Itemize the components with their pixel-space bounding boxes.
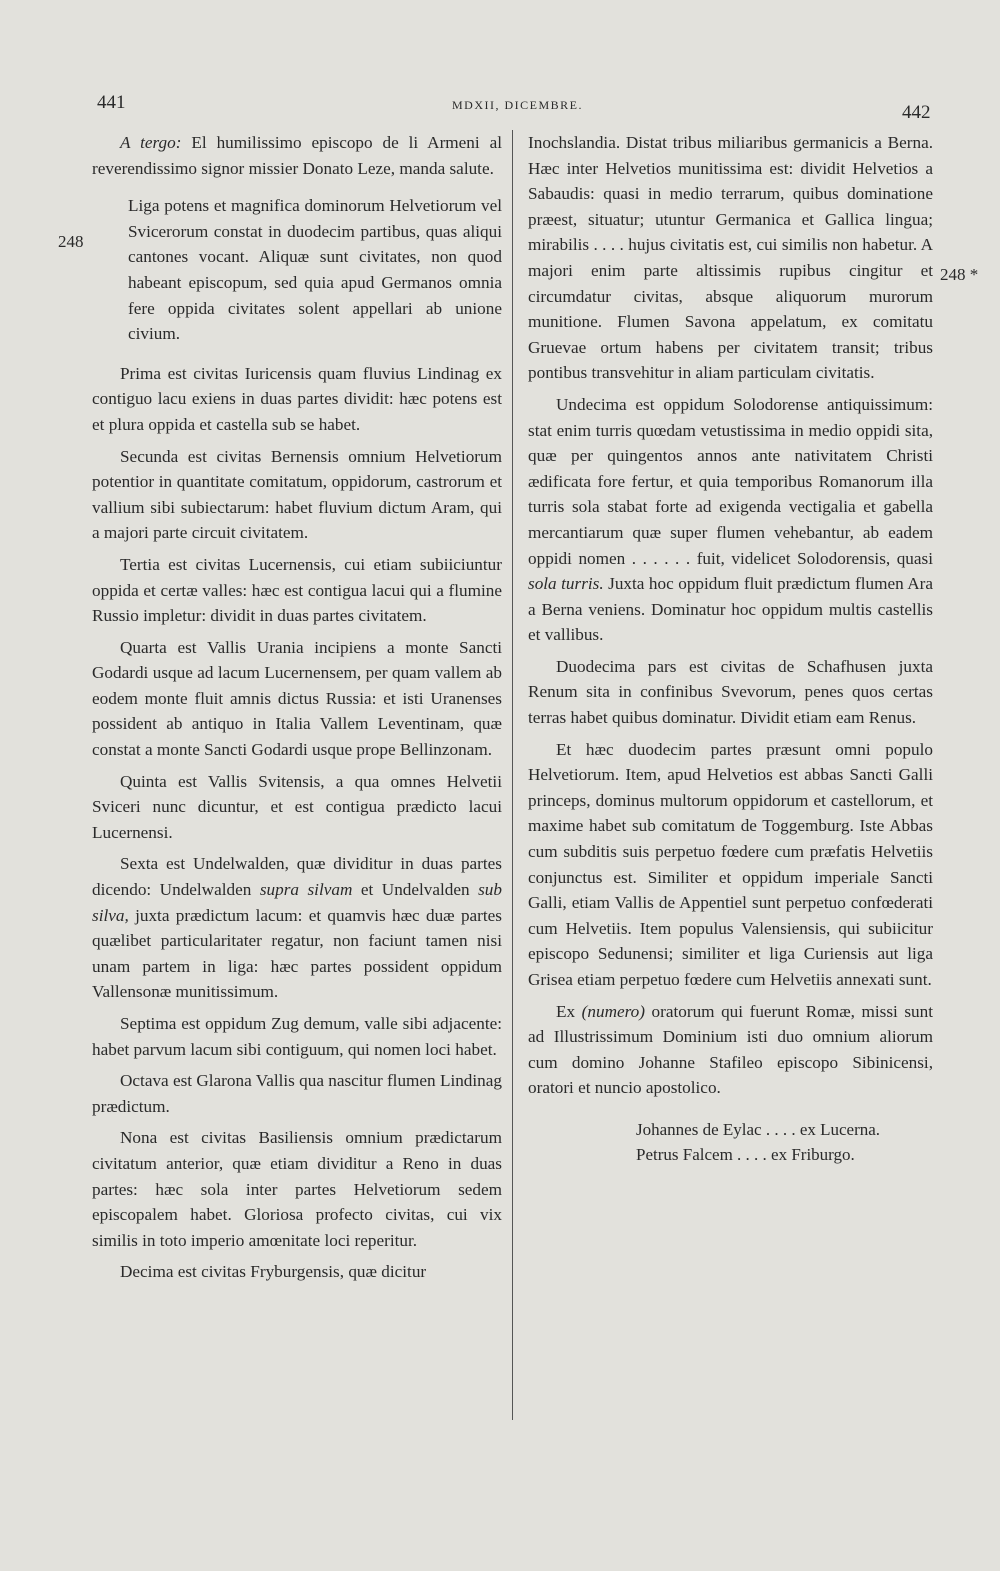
paragraph-text: Sexta est Undelwalden, quæ dividitur in duas partes dicendo: Undelwalden — [92, 854, 502, 900]
paragraph — [92, 851, 502, 1005]
paragraph: Et hæc duodecim partes præsunt omni populo Helvetiorum. Item, apud Helvetios est abbas Sancti Galli princeps, dominus multorum oppidorum et castellorum, et maxime habet sub comitatum de Toggemburg. Iste Abbas cum subditis suis perpetuo fœdere cum præfatis Helvetiis conjunctus est. Similiter et oppidum imperiale Sancti Galli, etiam Vallis de Appentiel sunt perpetuo confœderati cum Helvetiis. Item populus Valensiensis, qui subiicitur episcopo Sedunensi; similiter et liga Curiensis aut liga Grisea etiam perpetuo fœdere cum Helvetiis annexati sunt. — [528, 739, 933, 989]
paragraph-text: et Undelvalden — [352, 880, 479, 900]
paragraph: Prima est civitas Iuricensis quam fluvius Lindinag ex contiguo lacu exiens in duas partes dividit: hæc potens est et plura oppida et castella sub se habet. — [92, 363, 502, 434]
paragraph — [528, 999, 933, 1101]
left-column — [92, 130, 502, 1291]
paragraph: Liga potens et magnifica dominorum Helvetiorum vel Svicerorum constat in duodecim partibus, quas aliqui cantones vocant. Aliquæ sunt civitates, non quod habeant episcopum, sed quia apud Germanos omnia fere oppida civitates solent appellari ab unione civium. — [128, 196, 502, 344]
paragraph-text: Juxta hoc oppidum fluit prædictum flumen Ara a Berna veniens. Dominatur hoc oppidum multis castellis et vallibus. — [528, 574, 933, 645]
italic-text: supra silvam — [259, 880, 353, 900]
paragraph: Quinta est Vallis Svitensis, a qua omnes Helvetii Sviceri nunc dicuntur, et est contigua prædicto lacui Lucernensi. — [92, 771, 502, 842]
italic-text: (numero) — [581, 1001, 645, 1021]
paragraph-text: Ex — [556, 1001, 582, 1021]
paragraph: Nona est civitas Basiliensis omnium prædictarum civitatum anterior, quæ etiam dividitur a Reno in duas partes: hæc sola inter partes Helvetiorum sedem episcopalem habet. Gloriosa profecto civitas, cui vix similis in toto imperio amœnitate loci reperitur. — [92, 1128, 502, 1250]
signatories — [528, 1117, 933, 1167]
paragraph: Octava est Glarona Vallis qua nascitur flumen Lindinag prædictum. — [92, 1071, 502, 1116]
column-divider — [512, 130, 513, 1420]
italic-text: sub silva, — [92, 880, 502, 925]
italic-text: A tergo: — [120, 133, 182, 152]
page-header — [0, 86, 1000, 126]
paragraph: Duodecima pars est civitas de Schafhusen juxta Renum sita in confinibus Svevorum, penes quos certas terras habet quibus dominatur. Dividit etiam eam Renus. — [528, 656, 933, 728]
paragraph — [528, 392, 933, 648]
italic-text: sola turris. — [528, 574, 604, 594]
running-title: MDXII, DICEMBRE. — [452, 98, 583, 112]
right-column — [528, 130, 933, 1167]
paragraph-text: juxta prædictum lacum: et quamvis hæc duæ partes quælibet particularitater regatur, non faciunt tamen nisi unam partem in liga: hæc partes possident oppidum Vallensonæ munitissimum. — [92, 905, 502, 1002]
paragraph-text: El humilissimo episcopo de li Armeni al reverendissimo signor missier Donato Leze, manda salute. — [92, 133, 502, 178]
paragraph-text: oratorum qui fuerunt Romæ, missi sunt ad Illustrissimum Dominium isti duo omnium aliorum cum domino Johanne Stafileo episcopo Sibinicensi, oratori et nuncio apostolico. — [528, 1001, 934, 1098]
paragraph: Septima est oppidum Zug demum, valle sibi adjacente: habet parvum lacum sibi contiguum, qui nomen loci habet. — [92, 1014, 502, 1059]
page-number-right: 442 — [902, 102, 931, 123]
margin-number-right: 248 * — [940, 265, 979, 284]
page-number-left: 441 — [97, 92, 126, 113]
paragraph-text: Undecima est oppidum Solodorense antiquissimum: stat enim turris quœdam vetustissima in medio oppidi sita, quæ per quingentos annos ante nativitatem Christi ædificata fore fertur, et quia temporibus Romanorum illa turris sola stabat forte ad exigenda vectigalia et gabella mercantiarum quæ super flumen vehebantur, ab eadem oppidi nomen . . . . . . fuit, videlicet Solodorensis, quasi — [528, 394, 933, 568]
paragraph — [92, 130, 502, 181]
paragraph: Inochslandia. Distat tribus miliaribus germanicis a Berna. Hæc inter Helvetios munitissima est: dividit Helvetios a Sabaudis: quasi in medio terrarum, quibus dominatione præest, situatur; utuntur Germanica et Gallica lingua; mirabilis . . . . hujus civitatis est, cui similis non habetur. A majori enim parte altissimis rupibus cingitur et circumdatur civitas, absque aliquorum murorum munitione. Flumen Savona appelatum, ex comitatu Gruevae ortum habens per civitatem transit; tribus pontibus transvehitur in aliam particulam civitatis. — [528, 133, 933, 383]
signatory-line: Petrus Falcem . . . . ex Friburgo. — [636, 1144, 855, 1164]
signatory-line: Johannes de Eylac . . . . ex Lucerna. — [636, 1119, 881, 1139]
margin-number-left: 248 — [58, 232, 84, 251]
paragraph: Secunda est civitas Bernensis omnium Helvetiorum potentior in quantitate comitatum, oppidorum, castrorum et vallium sibi subiectarum: habet fluvium dictum Aram, qui a majori parte circuit civitatem. — [92, 446, 502, 543]
paragraph: Tertia est civitas Lucernensis, cui etiam subiiciuntur oppida et certæ valles: hæc est contigua lacui qui a flumine Russio impletur: dividit in duas partes civitatem. — [92, 554, 502, 626]
paragraph: Quarta est Vallis Urania incipiens a monte Sancti Godardi usque ad lacum Lucernensem, per quam vallem ab eodem monte fluit amnis dictus Russia: et isti Uranenses possident ab antiquo in Italia Vallem Leventinam, quæ constat a monte Sancti Godardi usque prope Bellinzonam. — [92, 637, 502, 760]
paragraph: Decima est civitas Fryburgensis, quæ dicitur — [120, 1262, 427, 1282]
